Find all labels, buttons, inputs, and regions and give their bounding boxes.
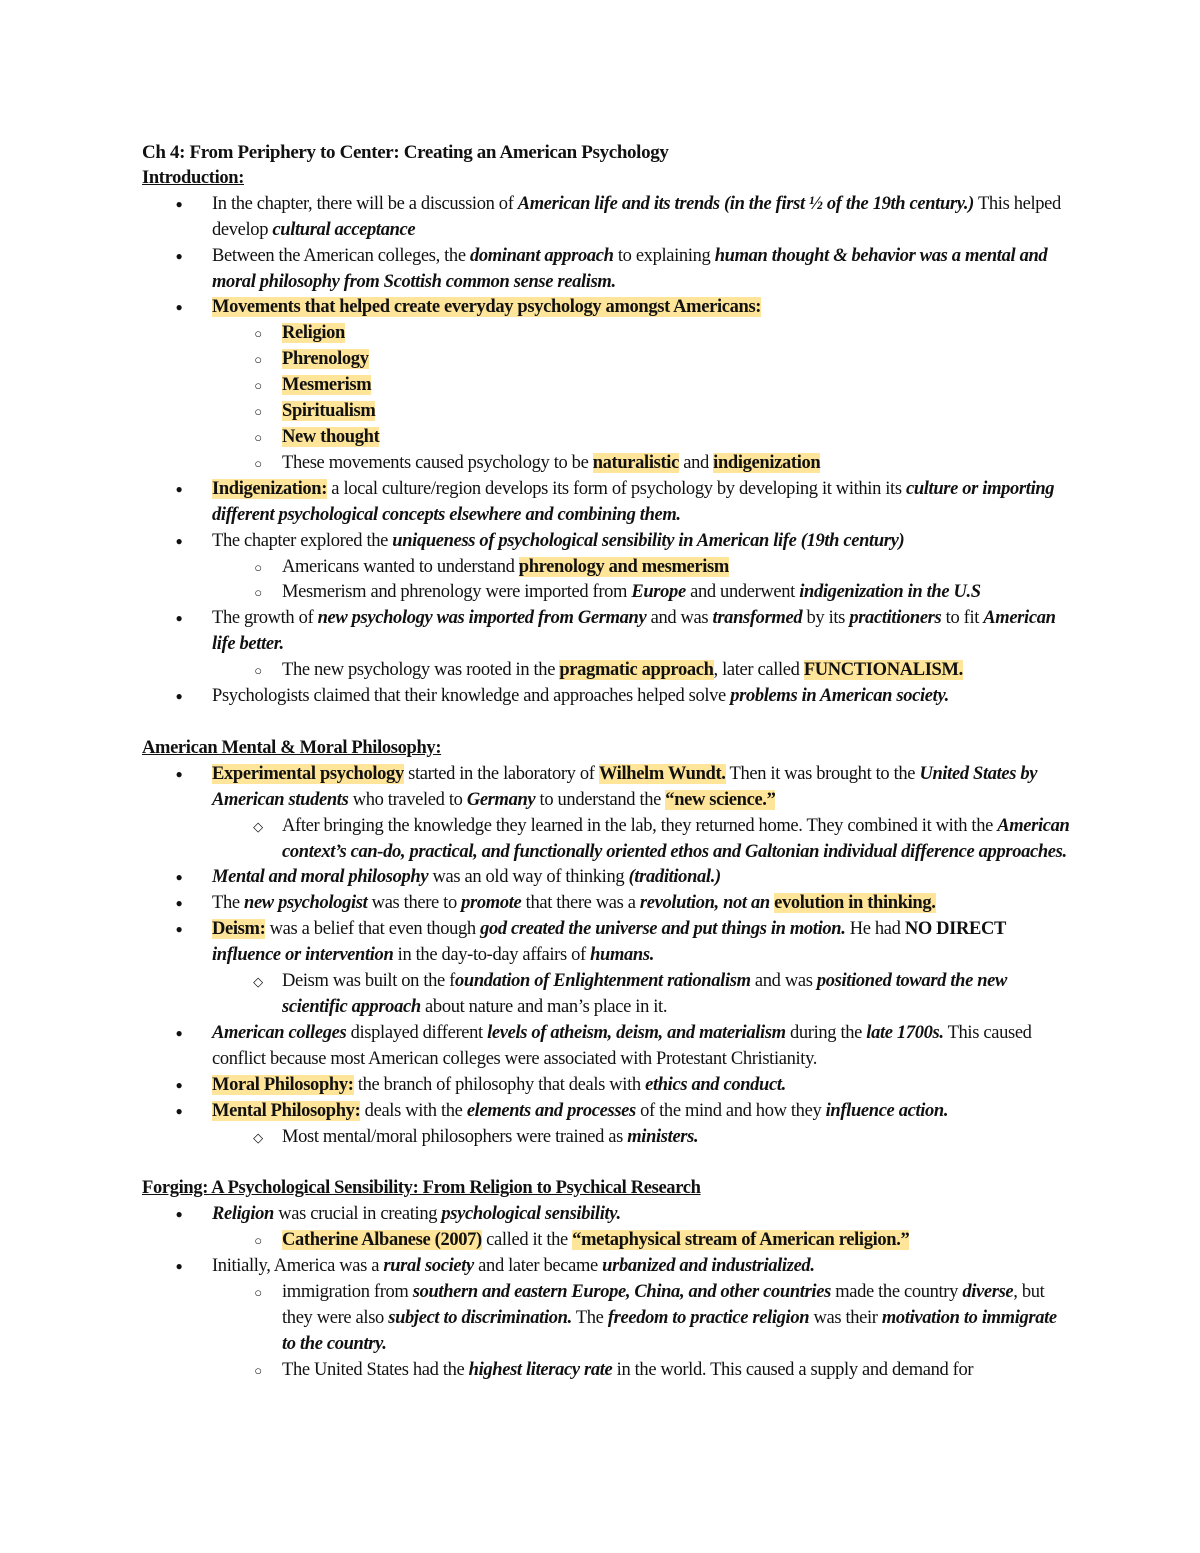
list-item: ○ Mesmerism and phrenology were imported from Europe and underwent indigenization in the U.S bbox=[142, 580, 1072, 606]
circle-bullet-icon: ○ bbox=[254, 1285, 262, 1301]
circle-bullet-icon: ○ bbox=[254, 585, 262, 601]
list-item: ● Mental and moral philosophy was an old way of thinking (traditional.) bbox=[142, 865, 1072, 891]
list-item: ○ Mesmerism bbox=[142, 373, 1072, 399]
bullet-icon: ● bbox=[175, 766, 183, 781]
list-item: ◇ After bringing the knowledge they learned in the lab, they returned home. They combined it with the American context’s can-do, practical, and functionally oriented ethos and Galtonian individual difference approaches. bbox=[253, 815, 1070, 862]
bullet-icon: ● bbox=[175, 611, 183, 626]
section-heading-american-mental-moral-philosophy: American Mental & Moral Philosophy: bbox=[142, 737, 442, 758]
list-item: ● Mental Philosophy: deals with the elements and processes of the mind and how they influence action. ◇ Most mental/moral philosophers were trained as ministers. bbox=[142, 1099, 1072, 1151]
bullet-icon: ● bbox=[175, 533, 183, 548]
bullet-icon: ● bbox=[175, 481, 183, 496]
section-heading-forging: Forging: A Psychological Sensibility: From Religion to Psychical Research bbox=[142, 1178, 701, 1199]
list-item: ◇ Most mental/moral philosophers were trained as ministers. bbox=[142, 1125, 1072, 1151]
document-title: Ch 4: From Periphery to Center: Creating an American Psychology bbox=[142, 142, 669, 163]
diamond-bullet-icon: ◇ bbox=[253, 1129, 263, 1145]
bullet-icon: ● bbox=[175, 870, 183, 885]
list-item: ● The growth of new psychology was imported from Germany and was transformed by its practitioners to fit American life better. ○ The new psychology was rooted in the pragmatic approach, later called FUNCTIONALISM. bbox=[142, 606, 1072, 684]
intro-list bbox=[142, 192, 1072, 710]
circle-bullet-icon: ○ bbox=[254, 404, 262, 420]
circle-bullet-icon: ○ bbox=[254, 1362, 262, 1378]
circle-bullet-icon: ○ bbox=[254, 429, 262, 445]
list-item: ● Moral Philosophy: the branch of philosophy that deals with ethics and conduct. bbox=[142, 1073, 1072, 1099]
bullet-icon: ● bbox=[175, 922, 183, 937]
list-item: ● Experimental psychology started in the laboratory of Wilhelm Wundt. Then it was brought to the United States by American students who traveled to Germany to understand the “new science.” ◇ After bringing the knowledge they learned in the lab, they returned home. They combined it with the American context’s can-do, practical, and functionally oriented ethos and Galtonian individual difference approaches. bbox=[142, 762, 1072, 866]
circle-bullet-icon: ○ bbox=[254, 559, 262, 575]
list-item: ● Initially, America was a rural society and later became urbanized and industrialized. ○ immigration from southern and eastern Europe, China, and other countries made the country diverse, but they were also subject to discrimination. The freedom to practice religion was their motivation to immigrate to the country. ○ The United States had the highest literacy rate in the world. This caused a supply and demand for bbox=[142, 1254, 1072, 1384]
list-item: ● Indigenization: a local culture/region develops its form of psychology by developing it within its culture or importing different psychological concepts elsewhere and combining them. bbox=[142, 477, 1072, 529]
circle-bullet-icon: ○ bbox=[254, 378, 262, 394]
list-item: ○ These movements caused psychology to be naturalistic and indigenization bbox=[142, 451, 1072, 477]
bullet-icon: ● bbox=[175, 248, 183, 263]
list-item: ● Movements that helped create everyday psychology amongst Americans: ○ Religion ○ Phrenology ○ Mesmerism ○ Spiritualism ○ New thought ○ These movements caused psychology to be naturalistic and indigenization bbox=[142, 295, 1072, 476]
bullet-icon: ● bbox=[175, 1259, 183, 1274]
list-item: ● Between the American colleges, the dominant approach to explaining human thought & behavior was a mental and moral philosophy from Scottish common sense realism. bbox=[142, 244, 1072, 296]
bullet-icon: ● bbox=[175, 896, 183, 911]
forging-list bbox=[142, 1202, 1072, 1383]
list-item: ○ The United States had the highest literacy rate in the world. This caused a supply and demand for bbox=[142, 1358, 1072, 1384]
bullet-icon: ● bbox=[175, 300, 183, 315]
bullet-icon: ● bbox=[175, 689, 183, 704]
section-heading-introduction: Introduction: bbox=[142, 167, 245, 188]
list-item: ○ Phrenology bbox=[142, 347, 1072, 373]
list-item: ○ New thought bbox=[142, 425, 1072, 451]
circle-bullet-icon: ○ bbox=[254, 352, 262, 368]
list-item: ○ immigration from southern and eastern Europe, China, and other countries made the country diverse, but they were also subject to discrimination. The freedom to practice religion was their motivation to immigrate to the country. bbox=[142, 1280, 1072, 1358]
list-item: ○ Religion bbox=[142, 321, 1072, 347]
list-item: ● The new psychologist was there to promote that there was a revolution, not an evolution in thinking. bbox=[142, 891, 1072, 917]
list-item: ● American colleges displayed different levels of atheism, deism, and materialism during the late 1700s. This caused conflict because most American colleges were associated with Protestant Christianity. bbox=[142, 1021, 1072, 1073]
circle-bullet-icon: ○ bbox=[254, 455, 262, 471]
diamond-bullet-icon: ◇ bbox=[253, 974, 263, 990]
list-item: ● In the chapter, there will be a discussion of American life and its trends (in the first ½ of the 19th century.) This helped develop cultural acceptance bbox=[142, 192, 1072, 244]
amp-list bbox=[142, 762, 1072, 1151]
bullet-icon: ● bbox=[175, 1025, 183, 1040]
circle-bullet-icon: ○ bbox=[254, 1233, 262, 1249]
diamond-bullet-icon: ◇ bbox=[253, 818, 263, 834]
list-item: ● Psychologists claimed that their knowledge and approaches helped solve problems in American society. bbox=[142, 684, 1072, 710]
document-page bbox=[142, 140, 1072, 1384]
bullet-icon: ● bbox=[175, 1077, 183, 1092]
bullet-icon: ● bbox=[175, 1207, 183, 1222]
list-item: ○ Americans wanted to understand phrenology and mesmerism bbox=[142, 555, 1072, 581]
bullet-icon: ● bbox=[175, 196, 183, 211]
list-item: ◇ Deism was built on the foundation of Enlightenment rationalism and was positioned toward the new scientific approach about nature and man’s place in it. bbox=[253, 971, 1007, 1017]
circle-bullet-icon: ○ bbox=[254, 326, 262, 342]
list-item: ● Religion was crucial in creating psychological sensibility. ○ Catherine Albanese (2007) called it the “metaphysical stream of American religion.” bbox=[142, 1202, 1072, 1254]
circle-bullet-icon: ○ bbox=[254, 663, 262, 679]
list-item: ○ The new psychology was rooted in the pragmatic approach, later called FUNCTIONALISM. bbox=[142, 658, 1072, 684]
list-item: ● Deism: was a belief that even though god created the universe and put things in motion. He had NO DIRECT influence or intervention in the day-to-day affairs of humans. ◇ Deism was built on the foundation of Enlightenment rationalism and was positioned toward the new scientific approach about nature and man’s place in it. bbox=[142, 917, 1072, 1021]
bullet-icon: ● bbox=[175, 1103, 183, 1118]
list-item: ● The chapter explored the uniqueness of psychological sensibility in American life (19th century) ○ Americans wanted to understand phrenology and mesmerism ○ Mesmerism and phrenology were imported from Europe and underwent indigenization in the U.S bbox=[142, 529, 1072, 607]
list-item: ○ Catherine Albanese (2007) called it the “metaphysical stream of American religion.” bbox=[142, 1228, 1072, 1254]
list-item: ○ Spiritualism bbox=[142, 399, 1072, 425]
